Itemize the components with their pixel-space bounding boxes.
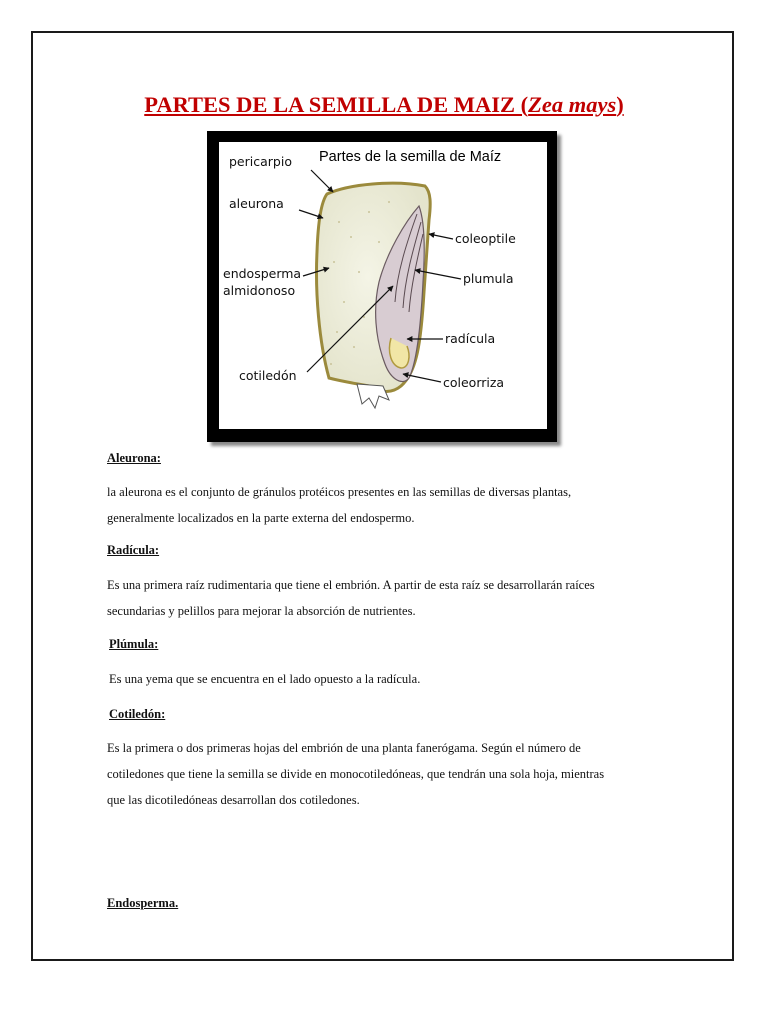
label-coleorriza: coleorriza [443, 375, 505, 390]
paragraph-cotiledon [107, 735, 660, 813]
seed-diagram-frame [207, 131, 557, 442]
paragraph-aleurona-line1: la aleurona es el conjunto de gránulos protéicos presentes en las semillas de diversas plantas, [107, 485, 572, 499]
label-cotiledon: cotiledón [239, 368, 297, 383]
heading-radicula: Radícula: [107, 543, 160, 557]
label-pericarpio: pericarpio [229, 154, 292, 169]
label-endosperma-1: endosperma [223, 266, 302, 281]
seed-diagram [219, 142, 547, 429]
seed-diagram-svg [219, 142, 547, 429]
paragraph-aleurona-line2: generalmente localizados en la parte externa del endospermo. [107, 511, 415, 525]
label-radicula: radícula [445, 331, 496, 346]
label-aleurona: aleurona [229, 196, 284, 211]
paragraph-plumula [109, 666, 662, 692]
heading-endosperma: Endosperma. [107, 896, 179, 910]
page-title [0, 92, 768, 118]
label-plumula: plumula [463, 271, 514, 286]
paragraph-radicula-line2: secundarias y pelillos para mejorar la absorción de nutrientes. [107, 604, 416, 618]
paragraph-plumula-line1: Es una yema que se encuentra en el lado opuesto a la radícula. [109, 672, 421, 686]
paragraph-cotiledon-line3: que las dicotiledóneas desarrollan dos cotiledones. [107, 793, 360, 807]
paragraph-radicula [107, 572, 660, 624]
heading-cotiledon: Cotiledón: [109, 707, 166, 721]
paragraph-aleurona [107, 479, 660, 531]
paragraph-cotiledon-line2: cotiledones que tiene la semilla se divide en monocotiledóneas, que tendrán una sola hoja, mientras [107, 767, 605, 781]
title-close: ) [616, 92, 624, 117]
label-coleoptile: coleoptile [455, 231, 516, 246]
figure-title: Partes de la semilla de Maíz [319, 149, 502, 165]
heading-plumula: Plúmula: [109, 637, 159, 651]
title-species: Zea mays [528, 92, 617, 117]
paragraph-cotiledon-line1: Es la primera o dos primeras hojas del embrión de una planta fanerógama. Según el número de [107, 741, 581, 755]
title-main: PARTES DE LA SEMILLA DE MAIZ ( [144, 92, 529, 117]
label-endosperma-2: almidonoso [223, 283, 296, 298]
heading-aleurona: Aleurona: [107, 451, 161, 465]
paragraph-radicula-line1: Es una primera raíz rudimentaria que tiene el embrión. A partir de esta raíz se desarrollarán raíces [107, 578, 595, 592]
